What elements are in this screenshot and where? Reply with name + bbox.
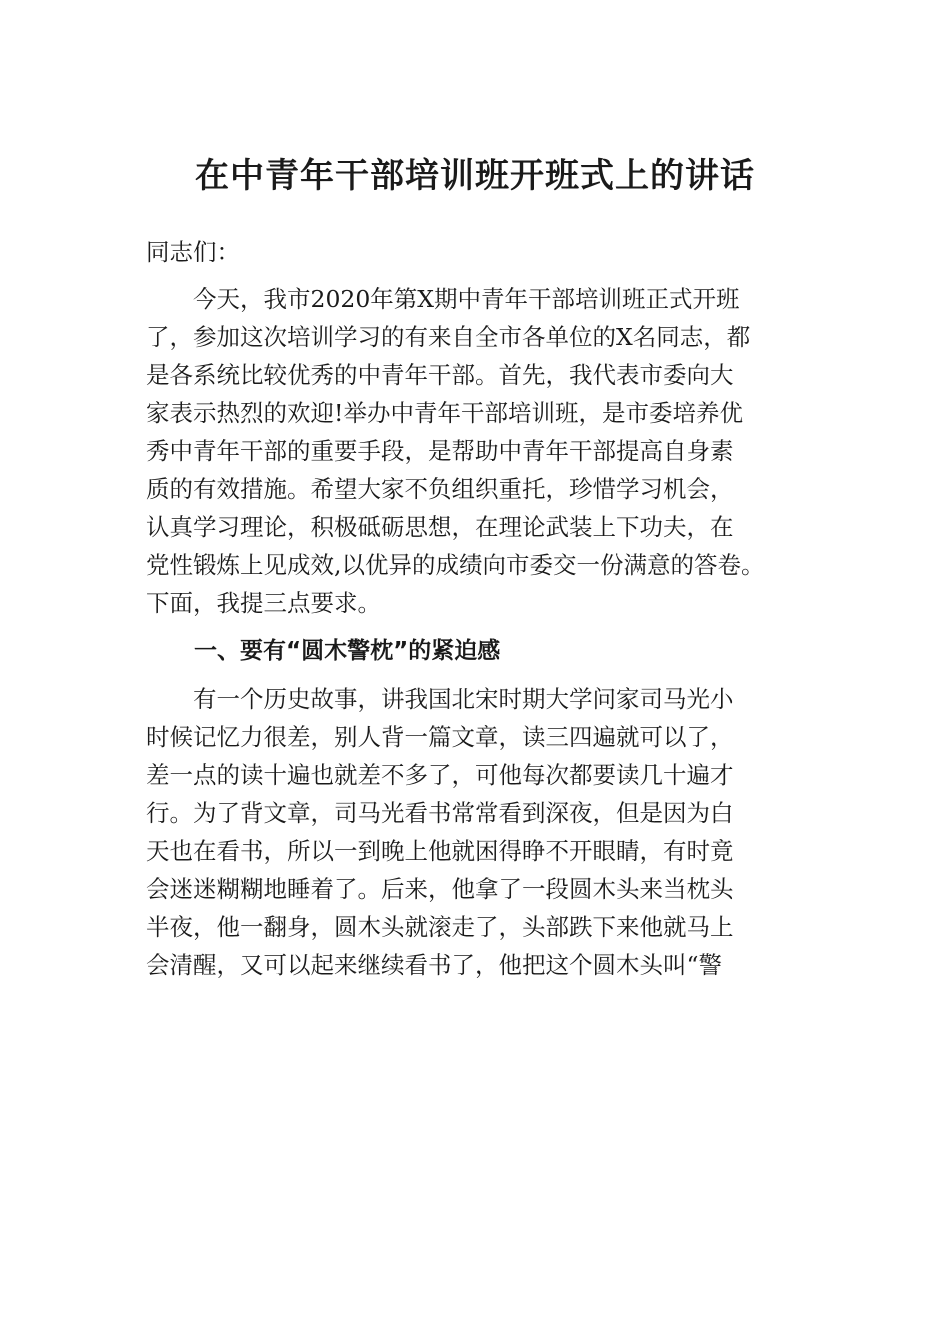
paragraph-line: 下面，我提三点要求。 (146, 589, 381, 617)
paragraph-line: 会清醒，又可以起来继续看书了，他把这个圆木头叫“警 (146, 951, 723, 979)
paragraph-line: 了，参加这次培训学习的有来自全市各单位的X名同志，都 (146, 323, 751, 351)
paragraph-line: 会迷迷糊糊地睡着了。后来，他拿了一段圆木头来当枕头 (146, 875, 734, 903)
paragraph-line: 时候记忆力很差，别人背一篇文章，读三四遍就可以了， (146, 723, 734, 751)
spacer (146, 622, 826, 631)
paragraph-line: 党性锻炼上见成效,以优异的成绩向市委交一份满意的答卷。 (146, 551, 765, 579)
paragraph-line: 今天，我市2020年第X期中青年干部培训班正式开班 (146, 285, 740, 313)
paragraph-2 (146, 680, 826, 984)
spacer (146, 271, 826, 280)
paragraph-line: 家表示热烈的欢迎!举办中青年干部培训班，是市委培养优 (146, 399, 743, 427)
salutation: 同志们： (146, 238, 240, 266)
paragraph-line: 半夜，他一翻身，圆木头就滚走了，头部跌下来他就马上 (146, 913, 734, 941)
paragraph-line: 质的有效措施。希望大家不负组织重托，珍惜学习机会， (146, 475, 734, 503)
paragraph-line: 是各系统比较优秀的中青年干部。首先，我代表市委向大 (146, 361, 734, 389)
paragraph-line: 有一个历史故事，讲我国北宋时期大学问家司马光小 (146, 685, 734, 713)
paragraph-line: 秀中青年干部的重要手段，是帮助中青年干部提高自身素 (146, 437, 734, 465)
paragraph-line: 认真学习理论，积极砥砺思想，在理论武装上下功夫，在 (146, 513, 734, 541)
section-heading-1: 一、要有“圆木警枕”的紧迫感 (194, 638, 501, 664)
paragraph-line: 差一点的读十遍也就差不多了，可他每次都要读几十遍才 (146, 761, 734, 789)
paragraph-line: 天也在看书，所以一到晚上他就困得睁不开眼睛，有时竟 (146, 837, 734, 865)
paragraph-1 (146, 280, 826, 622)
document-title: 在中青年干部培训班开班式上的讲话 (195, 156, 755, 196)
paragraph-line: 行。为了背文章，司马光看书常常看到深夜，但是因为白 (146, 799, 734, 827)
document-body (146, 233, 826, 984)
